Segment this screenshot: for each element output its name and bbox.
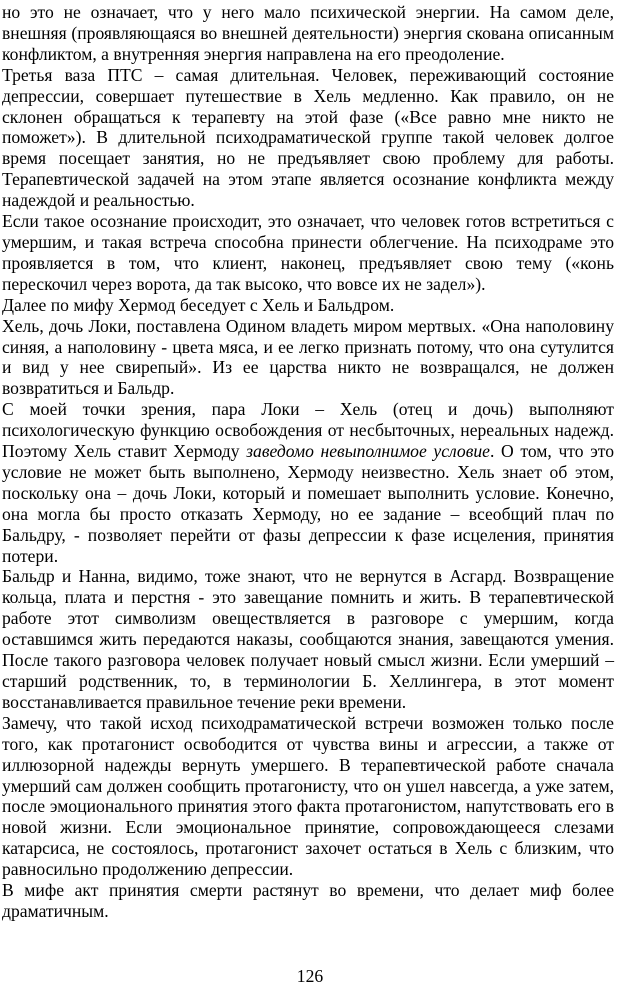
paragraph-psychic-energy: но это не означает, что у него мало психической энергии. На самом деле, внешняя (проявляющаяся во внешней деятельности) энергия скована описанным конфликтом, а внутренняя энергия направлена на его преодоление.	[2, 2, 614, 64]
paragraph-hel-description: Хель, дочь Локи, поставлена Одином владеть миром мертвых. «Она наполовину синяя, а наполовину - цвета мяса, и ее легко признать потому, что она сутулится и вид у нее свирепый». Из ее царства никто не возвращался, не должен возвратиться и Бальдр.	[2, 315, 614, 399]
paragraph-psychodrama-outcome: Замечу, что такой исход психодраматической встречи возможен только после того, как протагонист освободится от чувства вины и агрессии, а также от иллюзорной надежды вернуть умершего. В терапевтической работе сначала умерший сам должен сообщить протагонисту, что он ушел навсегда, а уже затем, после эмоционального принятия этого факта протагонистом, напутствовать его в новой жизни. Если эмоциональное принятие, сопровождающееся слезами катарсиса, не состоялось, протагонист захочет остаться в Хель с близким, что равносильно продолжению депрессии.	[2, 712, 614, 880]
paragraph-loki-hel	[2, 399, 614, 566]
page-number: 126	[296, 966, 324, 986]
paragraph-hermod-talks: Далее по мифу Хермод беседует с Хель и Бальдром.	[2, 294, 395, 315]
loki-text-italic: заведомо невыполнимое условие	[246, 441, 490, 462]
paragraph-myth-acceptance: В мифе акт принятия смерти растянут во времени, что делает миф более драматичным.	[2, 880, 614, 921]
loki-text-before: С моей точки зрения, пара Локи – Хель (отец и дочь) выполняют психологическую функцию освобождения от несбыточных, нереальных надежд. Поэтому Хель ставит Хермоду	[2, 399, 614, 462]
paragraph-third-phase: Третья ваза ПТС – самая длительная. Человек, переживающий состояние депрессии, совершает путешествие в Хель медленно. Как правило, он не склонен обращаться к терапевту на этой фазе («Все равно мне никто не поможет»). В длительной психодраматической группе такой человек долгое время посещает занятия, но не предъявляет свою проблему для работы. Терапевтической задачей на этом этапе является осознание конфликта между надеждой и реальностью.	[2, 64, 614, 211]
loki-text-after: . О том, что это условие не может быть выполнено, Хермоду неизвестно. Хель знает об этом, поскольку она – дочь Локи, который и помешает выполнить условие. Конечно, она могла бы просто отказать Хермоду, но ее задание – всеобщий плач по Бальдру, - позволяет перейти от фазы депрессии к фазе исцеления, принятия потери.	[2, 441, 615, 566]
paragraph-baldr-nanna: Бальдр и Нанна, видимо, тоже знают, что не вернутся в Асгард. Возвращение кольца, плата и перстня - это завещание помнить и жить. В терапевтической работе этот символизм овеществляется в разговоре с умершим, когда оставшимся жить передаются наказы, сообщаются знания, завещаются умения. После такого разговора человек получает новый смысл жизни. Если умерший – старший родственник, то, в терминологии Б. Хеллингера, в этот момент восстанавливается правильное течение реки времени.	[2, 566, 614, 712]
paragraph-awareness: Если такое осознание происходит, это означает, что человек готов встретиться с умершим, и такая встреча способна принести облегчение. На психодраме это проявляется в том, что клиент, наконец, предъявляет свою тему («конь перескочил через ворота, да так высоко, что вовсе их не задел»).	[2, 211, 614, 294]
